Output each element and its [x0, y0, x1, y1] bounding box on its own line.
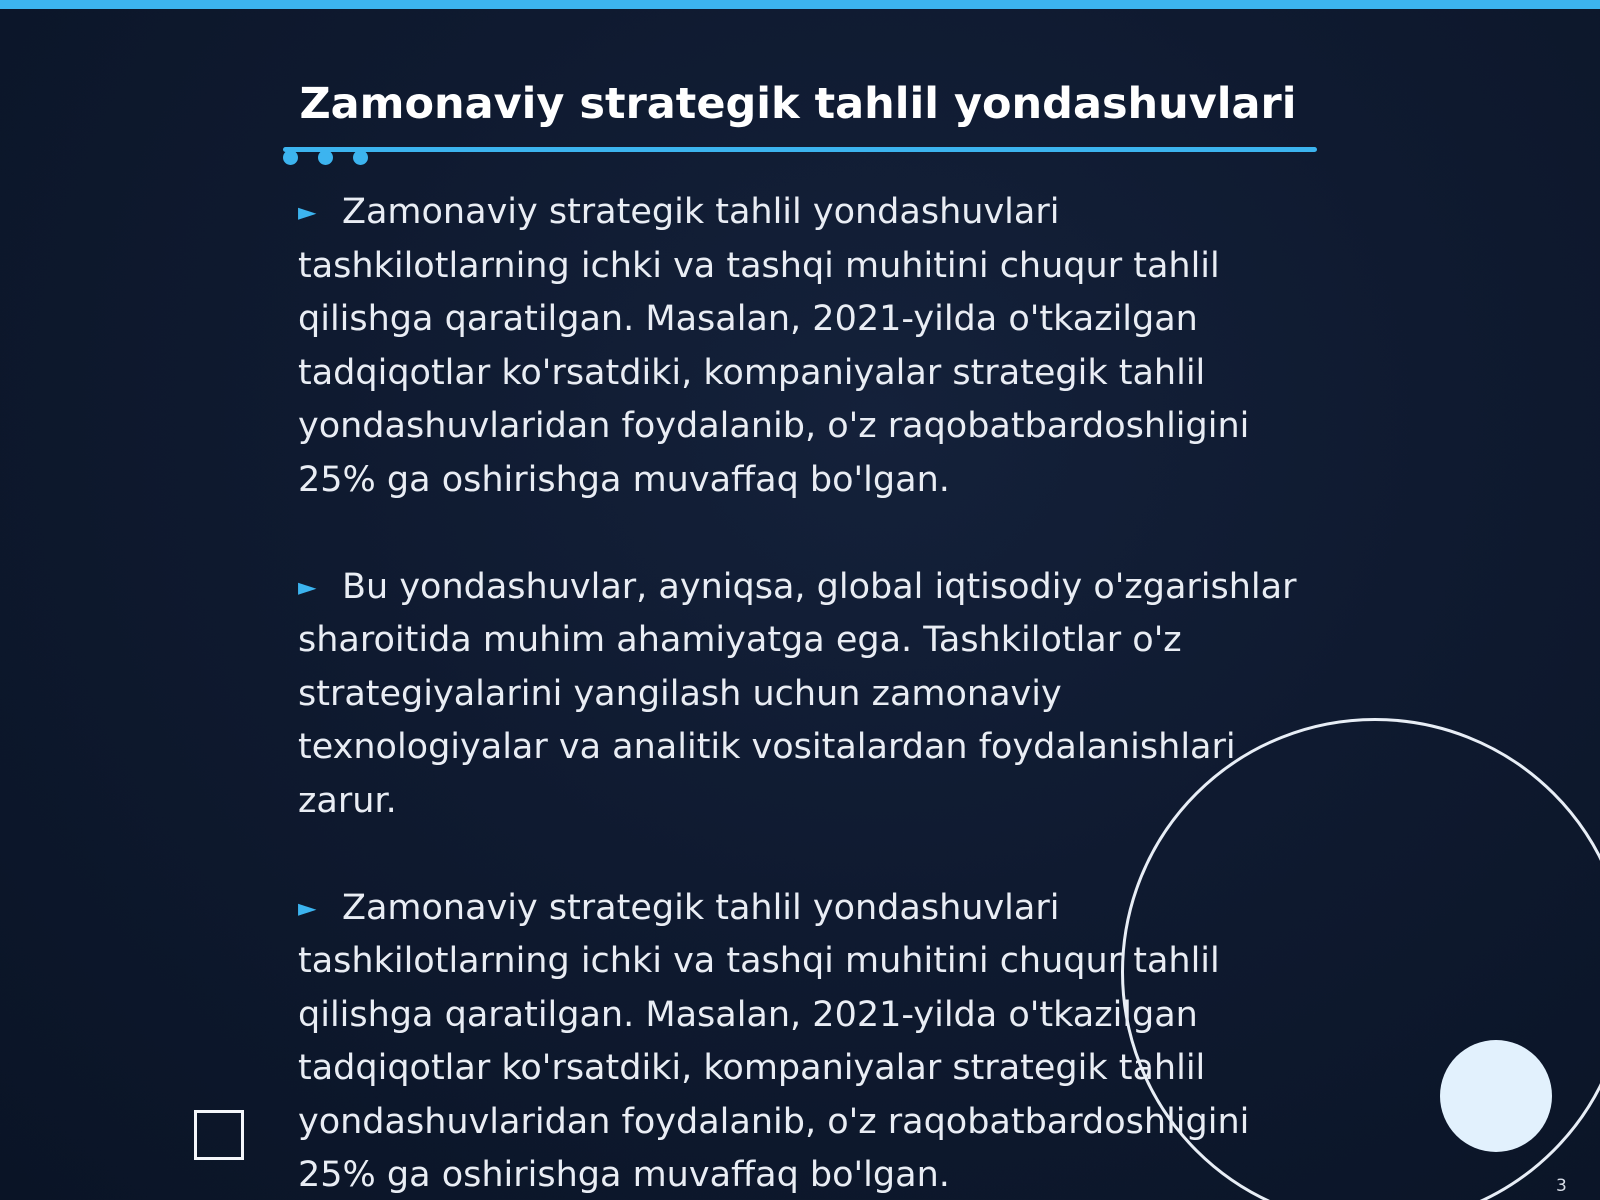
decorative-circle-filled — [1440, 1040, 1552, 1152]
paragraph-text: Bu yondashuvlar, ayniqsa, global iqtisodiy o'zgarishlar sharoitida muhim ahamiyatga ega. Tashkilotlar o'z strategiyalarini yangilash uchun zamonaviy texnologiyalar va analitik vositalardan foydalanishlari zarur. — [298, 566, 1297, 821]
title-underline — [283, 147, 1317, 152]
bullet-arrow-icon: ► — [298, 572, 317, 601]
bullet-arrow-icon: ► — [298, 198, 317, 226]
paragraph-text: Zamonaviy strategik tahlil yondashuvlari tashkilotlarning ichki va tashqi muhitini chuqur tahlil qilishga qaratilgan. Masalan, 2021-yilda o'tkazilgan tadqiqotlar ko'rsatdiki, kompaniyalar strategik tahlil yondashuvlaridan foydalanib, o'z raqobatbardoshligini 25% ga oshirishga muvaffaq bo'lgan. — [298, 887, 1250, 1195]
decorative-dot — [353, 150, 368, 165]
decorative-square — [194, 1110, 244, 1160]
top-accent-bar — [0, 0, 1600, 9]
bullet-arrow-icon: ► — [298, 893, 317, 922]
bullet-paragraph — [298, 186, 1308, 507]
decorative-dot — [283, 150, 298, 165]
slide-title: Zamonaviy strategik tahlil yondashuvlari — [299, 79, 1297, 129]
bullet-paragraph — [298, 561, 1308, 829]
decorative-dot — [318, 150, 333, 165]
page-number: 3 — [1556, 1176, 1567, 1196]
paragraph-text: Zamonaviy strategik tahlil yondashuvlari tashkilotlarning ichki va tashqi muhitini chuqur tahlil qilishga qaratilgan. Masalan, 2021-yilda o'tkazilgan tadqiqotlar ko'rsatdiki, kompaniyalar strategik tahlil yondashuvlaridan foydalanib, o'z raqobatbardoshligini 25% ga oshirishga muvaffaq bo'lgan. — [298, 192, 1250, 500]
